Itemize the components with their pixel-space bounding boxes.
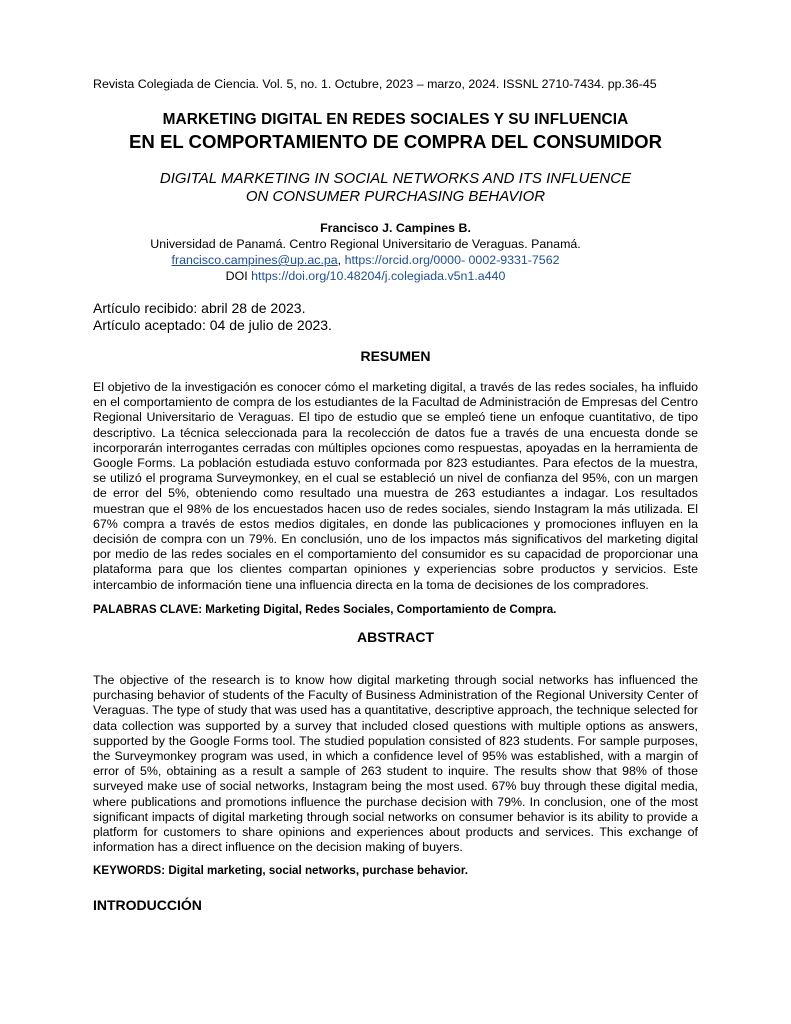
resumen-heading: RESUMEN bbox=[360, 348, 431, 364]
date-received: Artículo recibido: abril 28 de 2023. bbox=[93, 300, 306, 316]
journal-header: Revista Colegiada de Ciencia. Vol. 5, no. 1. Octubre, 2023 – marzo, 2024. ISSNL 2710-7434. pp.36-45 bbox=[93, 77, 657, 91]
resumen-text: El objetivo de la investigación es conocer cómo el marketing digital, a través de las redes sociales, ha influido en el comportamiento de compra de los estudiantes de la Facultad de Administración de Empresas del Centro Regional Universitario de Veraguas. El tipo de estudio que se empleó tiene un enfoque cuantitativo, de tipo descriptivo. La técnica seleccionada para la recolección de datos fue a través de una encuesta donde se incorporarán interrogantes cerradas con múltiples opciones como respuestas, apoyadas en la herramienta de Google Forms. La población estudiada estuvo conformada por 823 estudiantes. Para efectos de la muestra, se utilizó el programa Surveymonkey, en el cual se estableció un nivel de confianza del 95%, con un margen de error del 5%, obteniendo como resultado una muestra de 263 estudiantes a indagar. Los resultados muestran que el 98% de los encuestados hacen uso de redes sociales, siendo Instagram la más utilizada. El 67% compra a través de estos medios digitales, en donde las publicaciones y promociones influyen en la decisión de compra con un 79%. En conclusión, uno de los impactos más significativos del marketing digital por medio de las redes sociales en el comportamiento del consumidor es su capacidad de proporcionar una plataforma para que los clientes compartan opiniones y experiencias sobre productos y servicios. Este intercambio de información tiene una influencia directa en la toma de decisiones de los compradores. bbox=[93, 380, 698, 592]
author-name: Francisco J. Campines B. bbox=[320, 221, 471, 235]
doi-line bbox=[0, 269, 731, 283]
abstract-keywords: KEYWORDS: Digital marketing, social networks, purchase behavior. bbox=[93, 864, 468, 877]
abstract-text: The objective of the research is to know how digital marketing through social networks has influenced the purchasing behavior of students of the Faculty of Business Administration of the Regional University Center of Veraguas. The type of study that was used has a quantitative, descriptive approach, the technique selected for data collection was supported by a survey that included closed questions with multiple options as answers, supported by the Google Forms tool. The studied population consisted of 823 students. For sample purposes, the Surveymonkey program was used, in which a confidence level of 95% was established, with a margin of error of 5%, obtaining as a result a sample of 263 student to inquire. The results show that 98% of those surveyed make use of social networks, Instagram being the most used. 67% buy through these digital media, where publications and promotions influence the purchase decision with 79%. In conclusion, one of the most significant impacts of digital marketing through social networks on consumer behavior is its ability to provide a platform for customers to share opinions and experiences about products and services. This exchange of information has a direct influence on the decision making of buyers. bbox=[93, 673, 698, 855]
doi-label: DOI bbox=[225, 269, 248, 283]
english-title bbox=[0, 170, 791, 206]
contact-separator: , bbox=[337, 253, 345, 267]
resumen-keywords: PALABRAS CLAVE: Marketing Digital, Redes Sociales, Comportamiento de Compra. bbox=[93, 603, 557, 616]
english-title-line-2: ON CONSUMER PURCHASING BEHAVIOR bbox=[245, 188, 546, 205]
english-title-line-1: DIGITAL MARKETING IN SOCIAL NETWORKS AND ITS INFLUENCE bbox=[159, 170, 632, 187]
date-accepted: Artículo aceptado: 04 de julio de 2023. bbox=[93, 317, 332, 333]
title-line-1: MARKETING DIGITAL EN REDES SOCIALES Y SU INFLUENCIA bbox=[162, 111, 629, 128]
article-dates bbox=[93, 300, 332, 334]
title-line-2: EN EL COMPORTAMIENTO DE COMPRA DEL CONSUMIDOR bbox=[128, 131, 663, 152]
author-contact bbox=[0, 253, 731, 267]
author-affiliation: Universidad de Panamá. Centro Regional Universitario de Veraguas. Panamá. bbox=[150, 237, 581, 251]
orcid-link[interactable]: https://orcid.org/0000- 0002-9331-7562 bbox=[344, 253, 560, 267]
introduccion-heading: INTRODUCCIÓN bbox=[93, 897, 202, 913]
doi-link[interactable]: https://doi.org/10.48204/j.colegiada.v5n1.a440 bbox=[251, 269, 506, 283]
author-email-link[interactable]: francisco.campines@up.ac.pa bbox=[171, 253, 338, 267]
abstract-heading: ABSTRACT bbox=[357, 629, 434, 645]
